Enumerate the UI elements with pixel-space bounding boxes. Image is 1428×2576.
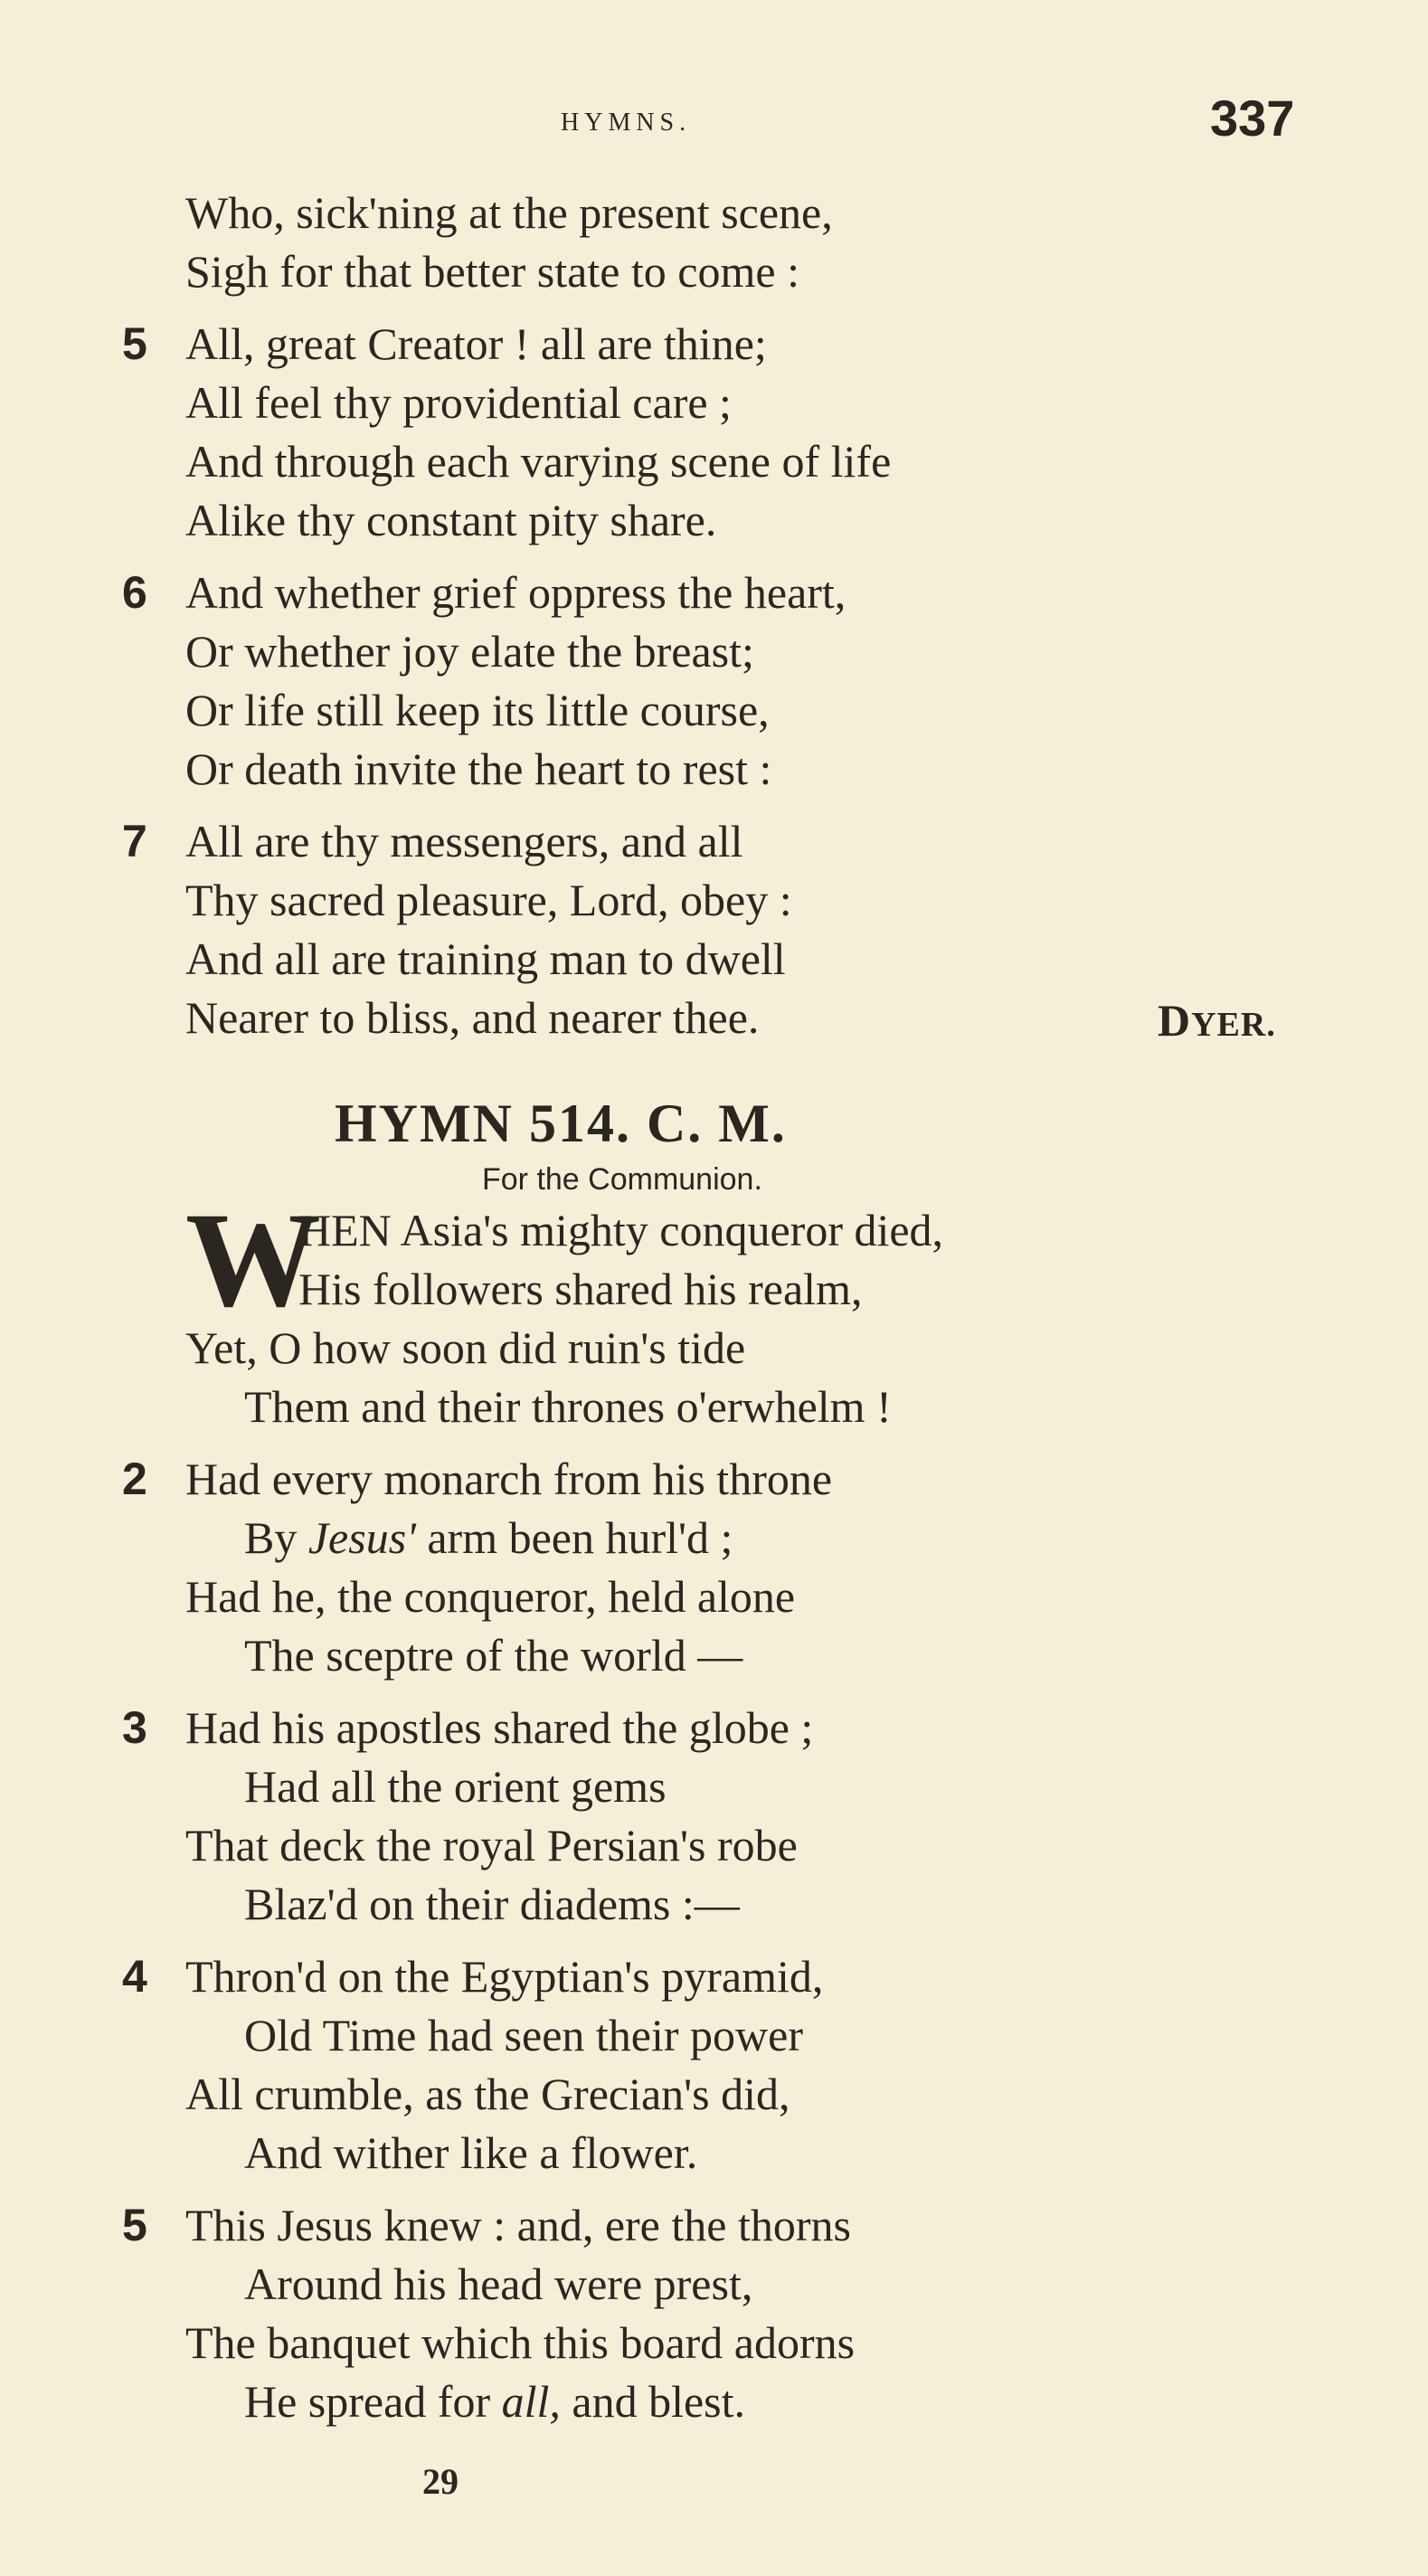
author-rest: YER. [1191, 1006, 1276, 1044]
verse-line: Yet, O how soon did ruin's tide [185, 1322, 746, 1373]
drop-cap: W [185, 1185, 321, 1335]
stanza-number: 4 [122, 1951, 147, 2002]
verse-line: The sceptre of the world — [244, 1630, 743, 1681]
author-initial: D [1158, 995, 1192, 1046]
verse-line: Thy sacred pleasure, Lord, obey : [185, 875, 792, 925]
verse-line: Or whether joy elate the breast; [185, 626, 754, 677]
verse-line: All crumble, as the Grecian's did, [185, 2069, 790, 2119]
stanza-number: 5 [122, 2200, 147, 2250]
verse-italic: all, [501, 2376, 561, 2427]
verse-line: His followers shared his realm, [298, 1264, 863, 1314]
hymn-author [1158, 994, 1276, 1046]
verse-line: Alike thy constant pity share. [185, 495, 717, 545]
verse-line: Who, sick'ning at the present scene, [185, 187, 833, 238]
verse-text: By [244, 1512, 308, 1563]
stanza-number: 7 [122, 816, 147, 867]
verse-line: The banquet which this board adorns [185, 2317, 856, 2368]
page-header [0, 89, 1428, 147]
verse-line: Thron'd on the Egyptian's pyramid, [185, 1951, 824, 2002]
verse-line: That deck the royal Persian's robe [185, 1820, 798, 1870]
stanza-number: 3 [122, 1702, 147, 1753]
verse-text: He spread for [244, 2376, 502, 2427]
verse-line: And through each varying scene of life [185, 436, 892, 487]
verse-line: Nearer to bliss, and nearer thee. [185, 992, 760, 1043]
verse-line: Had his apostles shared the globe ; [185, 1702, 814, 1753]
verse-line: Blaz'd on their diadems :— [244, 1879, 740, 1929]
verse-line [244, 2374, 745, 2429]
verse-line: All feel thy providential care ; [185, 377, 732, 428]
verse-line: Had he, the conqueror, held alone [185, 1571, 796, 1622]
verse-line: And whether grief oppress the heart, [185, 567, 846, 618]
verse-line: Had all the orient gems [244, 1761, 667, 1812]
verse-text: and blest. [560, 2376, 746, 2427]
verse-text: arm been hurl'd ; [415, 1512, 733, 1563]
verse-line: HEN Asia's mighty conqueror died, [298, 1205, 944, 1255]
running-title: HYMNS. [561, 109, 692, 137]
verse-line: Old Time had seen their power [244, 2010, 803, 2060]
page-number: 337 [1210, 90, 1295, 147]
verse-line: Sigh for that better state to come : [185, 246, 799, 297]
verse-line: And all are training man to dwell [185, 933, 786, 984]
signature-mark: 29 [422, 2461, 459, 2502]
stanza-number: 2 [122, 1454, 147, 1504]
verse-italic: Jesus' [307, 1512, 416, 1563]
verse-line: Or life still keep its little course, [185, 685, 770, 735]
verse-line: Them and their thrones o'erwhelm ! [244, 1381, 892, 1432]
verse-line: All, great Creator ! all are thine; [185, 318, 767, 369]
stanza-number: 5 [122, 318, 147, 369]
verse-line: This Jesus knew : and, ere the thorns [185, 2200, 851, 2250]
verse-line: And wither like a flower. [244, 2127, 698, 2178]
hymn-title: HYMN 514. C. M. [335, 1094, 787, 1153]
verse-line: Had every monarch from his throne [185, 1454, 833, 1504]
verse-line: All are thy messengers, and all [185, 816, 743, 867]
verse-line: Or death invite the heart to rest : [185, 743, 772, 794]
verse-line: Around his head were prest, [244, 2259, 753, 2309]
verse-line [244, 1511, 733, 1565]
hymn-subtitle: For the Communion. [482, 1162, 762, 1197]
stanza-number: 6 [122, 567, 147, 618]
